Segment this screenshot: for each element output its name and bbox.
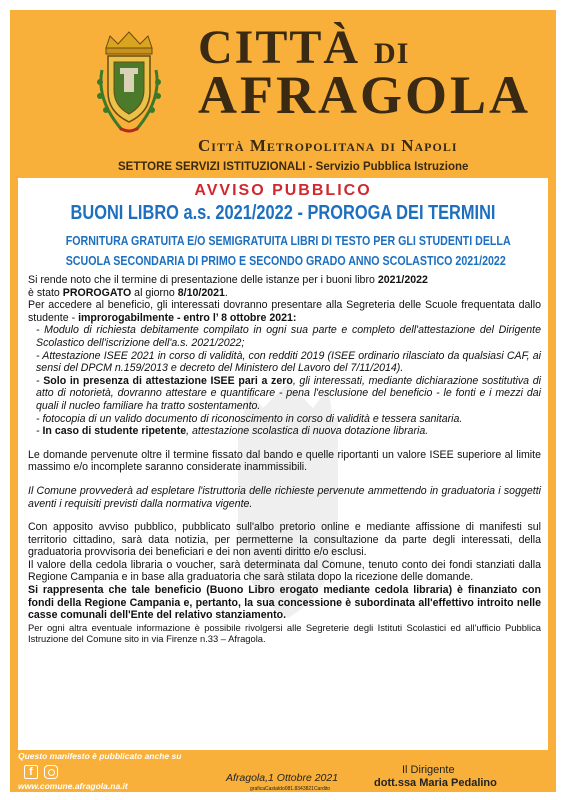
- text: , gli interessati, mediante dichiarazione sostitutiva di atto di notorietà, dovranno attestare e quantificare - pena l'esclusione del beneficio - le fonti e i mezzi dai quali il nucleo familiare ha tratto sostentamento.: [36, 374, 541, 412]
- paragraph-publication: Con apposito avviso pubblico, pubblicato sull'albo pretorio online e mediante affissione di manifesti sul territorio cittadino, sarà data notizia, per permetterne la consultazione da parte degli interessati, della graduatoria provvisoria dei beneficiari e dei non aventi diritto e/o esclusi.: [28, 521, 541, 559]
- bold-text: Solo in presenza di attestazione ISEE pari a zero: [43, 374, 293, 387]
- text: .: [224, 286, 228, 299]
- metro-subtitle: Città Metropolitana di Napoli: [198, 136, 458, 155]
- text: , attestazione scolastica di nuova dotazione libraria.: [186, 425, 429, 438]
- footer: [10, 750, 556, 792]
- paragraph-deadline: [28, 274, 541, 299]
- paragraph-requirements: [28, 299, 541, 324]
- print-credit: graficaCastaldo081.8343821Cardito: [250, 786, 331, 792]
- notice-subtitle-1: FORNITURA GRATUITA E/O SEMIGRATUITA LIBRI DI TESTO PER GLI STUDENTI DELLA: [65, 233, 511, 248]
- text: -: [36, 425, 43, 438]
- bullet-isee: - Attestazione ISEE 2021 in corso di validità, con redditi 2019 (ISEE ordinario rilasciato da qualsiasi CAF, ai sensi del DPCM n.159/2013 e decreto del Ministero del Lavoro del 7/11/2014).: [36, 349, 541, 375]
- bold-text: 8/10/2021: [177, 286, 225, 299]
- sector-service: - Servizio Pubblica Istruzione: [305, 161, 469, 173]
- text: è stato: [28, 286, 63, 299]
- text: al giorno: [131, 286, 178, 299]
- website-link[interactable]: www.comune.afragola.na.it: [18, 781, 128, 791]
- signatory-role: Il Dirigente: [402, 764, 455, 776]
- city-title-line1: CITTÀ: [198, 21, 361, 74]
- city-title: [198, 21, 558, 125]
- bullet-repeater: [28, 425, 541, 438]
- header: [10, 10, 556, 180]
- instagram-icon[interactable]: [44, 765, 58, 779]
- notice-subtitle-2: SCUOLA SECONDARIA DI PRIMO E SECONDO GRADO ANNO SCOLASTICO 2021/2022: [65, 253, 506, 268]
- bold-text: improrogabilmente - entro l’ 8 ottobre 2021:: [78, 311, 297, 324]
- poster-frame: [10, 10, 556, 792]
- bold-text: 2021/2022: [377, 274, 428, 286]
- bold-text: In caso di studente ripetente: [42, 425, 187, 438]
- notice-title: BUONI LIBRO a.s. 2021/2022 - PROROGA DEI TERMINI: [70, 202, 496, 224]
- paragraph-ranking: Il Comune provvederà ad espletare l'istruttoria delle richieste pervenute ammettendo in graduatoria i soggetti aventi i requisiti previsti dalla normativa vigente.: [28, 484, 541, 510]
- issue-date: Afragola,1 Ottobre 2021: [226, 772, 339, 784]
- notice-panel: [18, 178, 548, 750]
- notice-label: AVVISO PUBBLICO: [194, 182, 372, 199]
- paragraph-info: Per ogni altra eventuale informazione è possibile rivolgersi alle Segreterie degli Istituti Scolastici ed all'ufficio Pubblica Istruzione del Comune sito in via Firenze n.33 – Afragola.: [28, 621, 541, 645]
- text: Per accedere al beneficio, gli interessati dovranno presentare alla Segreteria delle Scuole frequentata dallo studente -: [28, 299, 541, 324]
- notice-body: [28, 274, 541, 645]
- coat-of-arms-icon: [92, 30, 166, 138]
- facebook-icon[interactable]: f: [24, 765, 38, 779]
- text: Si rende noto che il termine di presentazione delle istanze per i buoni libro: [28, 274, 378, 286]
- social-note: Questo manifesto è pubblicato anche su: [18, 751, 182, 761]
- paragraph-voucher-value: Il valore della cedola libraria o voucher, sarà determinata dal Comune, tenuto conto dei fondi stanziati dalla Regione Campania e in base alla graduatoria che sarà stilata dopo la ricezione delle domande.: [28, 558, 541, 584]
- signatory-name: dott.ssa Maria Pedalino: [374, 777, 497, 789]
- bullet-document: - fotocopia di un valido documento di riconoscimento in corso di validità e tessera sanitaria.: [36, 412, 463, 425]
- city-title-di: DI: [374, 37, 410, 70]
- paragraph-funding: Si rappresenta che tale beneficio (Buono Libro erogato mediante cedola libraria) è finanziato con fondi della Regione Campania e, pertanto, la sua concessione è subordinata all'effettivo introito nelle casse comunali dell'Ente del relativo stanziamento.: [28, 584, 541, 622]
- text: -: [36, 374, 44, 387]
- sector-name: SETTORE SERVIZI ISTITUZIONALI: [118, 161, 306, 173]
- bold-text: PROROGATO: [62, 286, 132, 299]
- bullet-isee-zero: [28, 375, 541, 413]
- city-title-line2: AFRAGOLA: [198, 65, 531, 125]
- bullet-modulo: - Modulo di richiesta debitamente compilato in ogni sua parte e completo dell'attestazione del Dirigente Scolastico dell'iscrizione dell'a.s. 2021/2022;: [36, 324, 541, 349]
- paragraph-inadmissible: Le domande pervenute oltre il termine fissato dal bando e quelle riportanti un valore ISEE superiore al limite massimo e/o incomplete saranno considerate inammissibili.: [28, 448, 541, 474]
- sector-line: [118, 161, 468, 173]
